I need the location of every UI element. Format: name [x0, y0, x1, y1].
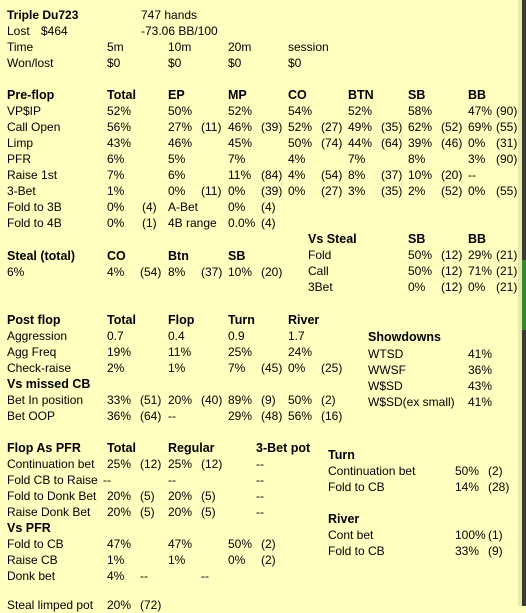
preflop-col-co: CO	[288, 88, 307, 102]
row-label-wsd: W$SD	[368, 379, 403, 393]
stat-cell: 52%	[228, 104, 253, 118]
stat-count: (5)	[201, 505, 216, 519]
stat-count: (55)	[496, 120, 518, 134]
stat-cell: --	[140, 569, 148, 583]
stat-cell: 0%	[288, 184, 306, 198]
stat-cell: 0.7	[107, 329, 124, 343]
stat-count: (55)	[496, 184, 518, 198]
stat-count: (12)	[441, 280, 463, 294]
vs-steal-title: Vs Steal	[308, 232, 357, 246]
stat-cell: 0.9	[228, 329, 245, 343]
stat-count: (2)	[261, 553, 276, 567]
preflop-col-btn: BTN	[348, 88, 374, 102]
won-5m: $0	[107, 56, 121, 70]
stat-cell: 47%	[468, 104, 493, 118]
stat-cell: 71%	[468, 264, 493, 278]
stat-count: (35)	[381, 120, 403, 134]
row-label-turn-continuation-bet: Continuation bet	[328, 464, 416, 478]
vs-steal-col-sb: SB	[408, 232, 426, 246]
row-label-call-open: Call Open	[7, 120, 61, 134]
stat-cell: 49%	[348, 120, 373, 134]
stat-count: (46)	[441, 136, 463, 150]
stat-count: (28)	[488, 480, 510, 494]
stat-cell: 100%	[455, 528, 486, 542]
hands-count: 747 hands	[141, 8, 198, 22]
stat-cell: 0.0%	[228, 216, 256, 230]
steal-col-btn: Btn	[168, 249, 189, 263]
vs-steal-label-call: Call	[308, 264, 329, 278]
stat-cell: 2%	[107, 361, 125, 375]
row-label-fold-cb-to-raise: Fold CB to Raise	[7, 473, 98, 487]
stat-count: (21)	[496, 264, 518, 278]
stat-cell: 52%	[107, 104, 132, 118]
flop-pfr-col-3bet-pot: 3-Bet pot	[256, 441, 311, 455]
stat-count: (4)	[261, 216, 276, 230]
stat-count: (2)	[488, 464, 503, 478]
stat-count: (84)	[261, 168, 283, 182]
stat-count: (64)	[140, 409, 162, 423]
stat-cell: 0%	[468, 280, 486, 294]
stat-cell: 0%	[408, 280, 426, 294]
stat-cell: 20%	[168, 505, 193, 519]
preflop-col-ep: EP	[168, 88, 185, 102]
stat-count: (45)	[261, 361, 283, 375]
stat-cell: 20%	[107, 489, 132, 503]
row-label-river-fold-to-cb: Fold to CB	[328, 544, 385, 558]
stat-count: (2)	[321, 393, 336, 407]
stat-count: (54)	[140, 265, 162, 279]
stat-cell: 20%	[168, 489, 193, 503]
stat-cell: 0%	[107, 216, 125, 230]
stat-count: (11)	[201, 120, 222, 134]
won-20m: $0	[228, 56, 242, 70]
stat-cell: 1%	[168, 361, 186, 375]
stat-cell: 0%	[228, 200, 246, 214]
stat-count: (4)	[142, 200, 157, 214]
stat-count: (20)	[261, 265, 283, 279]
row-label-river-cont-bet: Cont bet	[328, 528, 374, 542]
row-label-pfr: PFR	[7, 152, 31, 166]
preflop-col-bb: BB	[468, 88, 487, 102]
showdowns-title: Showdowns	[368, 330, 441, 344]
stat-cell: 47%	[107, 537, 132, 551]
stat-cell: 50%	[288, 136, 313, 150]
time-label: Time	[7, 40, 34, 54]
stat-count: (5)	[201, 489, 216, 503]
stat-cell: 7%	[228, 361, 246, 375]
stat-count: (21)	[496, 248, 518, 262]
stat-cell: 62%	[408, 120, 433, 134]
stat-cell: 7%	[348, 152, 366, 166]
vs-steal-label-3bet: 3Bet	[308, 280, 333, 294]
stat-cell: 0%	[228, 553, 246, 567]
stat-cell: 43%	[468, 379, 493, 393]
stat-cell: 1%	[107, 184, 125, 198]
row-label-vpip: VP$IP	[7, 104, 42, 118]
period-20m: 20m	[228, 40, 252, 54]
stat-cell: --	[256, 473, 264, 487]
row-label-limp: Limp	[7, 136, 34, 150]
stat-cell: 33%	[107, 393, 132, 407]
stat-cell: 0%	[288, 361, 306, 375]
row-label-steal-limped-pot: Steal limped pot	[7, 598, 94, 612]
stat-count: (37)	[201, 265, 223, 279]
period-session: session	[288, 40, 329, 54]
stat-cell: 52%	[348, 104, 373, 118]
row-label-wwsf: WWSF	[368, 363, 406, 377]
stat-cell: 10%	[408, 168, 433, 182]
stat-cell: 3%	[348, 184, 366, 198]
stat-count: (12)	[201, 457, 223, 471]
preflop-col-mp: MP	[228, 88, 247, 102]
stat-count: (21)	[496, 280, 518, 294]
row-label-raise-cb: Raise CB	[7, 553, 58, 567]
row-label-raise-donk-bet: Raise Donk Bet	[7, 505, 91, 519]
steal-col-sb: SB	[228, 249, 246, 263]
stat-cell: 0%	[168, 184, 186, 198]
stat-cell: 50%	[455, 464, 480, 478]
stat-count: (31)	[496, 136, 518, 150]
stat-cell: 45%	[228, 136, 253, 150]
stat-cell: 46%	[168, 136, 193, 150]
vs-steal-col-bb: BB	[468, 232, 487, 246]
stat-cell: 27%	[168, 120, 193, 134]
won-10m: $0	[168, 56, 182, 70]
stat-cell: 36%	[107, 409, 132, 423]
stat-cell: 8%	[348, 168, 366, 182]
stat-cell: 6%	[168, 168, 186, 182]
postflop-col-river: River	[288, 313, 320, 327]
stat-count: (37)	[381, 168, 403, 182]
stat-cell: --	[168, 473, 176, 487]
preflop-col-sb: SB	[408, 88, 426, 102]
stat-cell: 36%	[468, 363, 493, 377]
vs-pfr-title: Vs PFR	[7, 521, 51, 535]
background-window-strip	[522, 260, 526, 330]
stat-cell: 56%	[288, 409, 313, 423]
stat-cell: 24%	[288, 345, 313, 359]
row-label-aggression: Aggression	[7, 329, 68, 343]
stat-cell: 0%	[107, 200, 125, 214]
stat-cell: 4%	[288, 168, 306, 182]
stat-count: (35)	[381, 184, 403, 198]
flop-pfr-col-regular: Regular	[168, 441, 215, 455]
stat-cell: 4%	[288, 152, 306, 166]
stat-cell: 0%	[228, 184, 246, 198]
stat-cell: 33%	[455, 544, 480, 558]
stat-cell: 1%	[107, 553, 125, 567]
stat-cell: --	[256, 457, 264, 471]
row-label-donk-bet: Donk bet	[7, 569, 56, 583]
stat-cell: 7%	[228, 152, 246, 166]
stat-count: (1)	[488, 528, 503, 542]
stat-count: (9)	[261, 393, 276, 407]
postflop-col-total: Total	[107, 313, 136, 327]
lost-value: $464	[41, 24, 68, 38]
stat-cell: 44%	[348, 136, 373, 150]
stat-cell: 20%	[107, 598, 132, 612]
period-10m: 10m	[168, 40, 192, 54]
row-label-4bet: A-Bet	[168, 200, 199, 214]
row-label-3bet: 3-Bet	[7, 184, 36, 198]
row-label-fold-to-4b: Fold to 4B	[7, 216, 62, 230]
stat-cell: 11%	[168, 345, 192, 359]
stat-cell: 8%	[408, 152, 426, 166]
stat-cell: 8%	[168, 265, 186, 279]
stat-cell: 19%	[107, 345, 132, 359]
stat-cell: 25%	[107, 457, 132, 471]
stat-cell: 20%	[107, 505, 132, 519]
stat-cell: 2%	[408, 184, 426, 198]
stat-count: (20)	[441, 168, 463, 182]
flop-as-pfr-title: Flop As PFR	[7, 441, 81, 455]
stat-count: (12)	[441, 248, 463, 262]
river-title: River	[328, 512, 360, 526]
stat-count: (74)	[321, 136, 343, 150]
stat-count: (1)	[142, 216, 157, 230]
stat-cell: --	[103, 473, 111, 487]
stat-cell: 43%	[107, 136, 132, 150]
stat-count: (51)	[140, 393, 162, 407]
stat-cell: 6%	[107, 152, 125, 166]
stat-cell: 0.4	[168, 329, 185, 343]
stat-cell: --	[468, 168, 476, 182]
postflop-title: Post flop	[7, 313, 61, 327]
stat-count: (54)	[321, 168, 343, 182]
stat-cell: --	[201, 569, 209, 583]
row-label-continuation-bet: Continuation bet	[7, 457, 95, 471]
stat-cell: 58%	[408, 104, 433, 118]
stat-cell: 3%	[468, 152, 486, 166]
stat-count: (72)	[140, 598, 162, 612]
row-label-fold-to-3b: Fold to 3B	[7, 200, 62, 214]
stat-cell: 25%	[168, 457, 193, 471]
vs-missed-cb-title: Vs missed CB	[7, 377, 91, 391]
stat-count: (2)	[261, 537, 276, 551]
preflop-title: Pre-flop	[7, 88, 55, 102]
turn-title: Turn	[328, 448, 355, 462]
stat-cell: 52%	[288, 120, 313, 134]
stat-cell: 50%	[408, 248, 433, 262]
stat-cell: 50%	[408, 264, 433, 278]
stat-cell: 0%	[468, 136, 486, 150]
steal-col-co: CO	[107, 249, 126, 263]
stat-cell: 50%	[228, 537, 253, 551]
stat-count: (52)	[441, 120, 463, 134]
stat-cell: 69%	[468, 120, 493, 134]
stat-count: (12)	[140, 457, 162, 471]
wonlost-label: Won/lost	[7, 56, 54, 70]
lost-label: Lost	[7, 24, 30, 38]
stat-count: (16)	[321, 409, 343, 423]
stat-cell: 41%	[468, 395, 493, 409]
stat-cell: --	[168, 409, 176, 423]
row-label-wtsd: WTSD	[368, 347, 404, 361]
stat-cell: 0%	[468, 184, 486, 198]
stat-count: (64)	[381, 136, 403, 150]
stat-count: (27)	[321, 184, 343, 198]
row-label-raise-first: Raise 1st	[7, 168, 58, 182]
stat-cell: 4%	[107, 265, 125, 279]
stat-count: (39)	[261, 120, 283, 134]
stat-count: (25)	[321, 361, 343, 375]
row-label-4b-range: 4B range	[168, 216, 217, 230]
row-label-fold-to-cb: Fold to CB	[7, 537, 64, 551]
stat-cell: 1.7	[288, 329, 305, 343]
stat-count: (5)	[140, 505, 155, 519]
row-label-bet-in-position: Bet In position	[7, 393, 84, 407]
stat-count: (48)	[261, 409, 283, 423]
row-label-bet-oop: Bet OOP	[7, 409, 56, 423]
row-label-check-raise: Check-raise	[7, 361, 72, 375]
row-label-fold-to-donk-bet: Fold to Donk Bet	[7, 489, 97, 503]
postflop-col-turn: Turn	[228, 313, 255, 327]
stat-cell: 5%	[168, 152, 186, 166]
steal-total-value: 6%	[7, 265, 25, 279]
bb100-value: -73.06 BB/100	[141, 24, 218, 38]
stat-cell: --	[256, 505, 264, 519]
stat-cell: 25%	[228, 345, 253, 359]
preflop-col-total: Total	[107, 88, 136, 102]
won-session: $0	[288, 56, 302, 70]
row-label-turn-fold-to-cb: Fold to CB	[328, 480, 385, 494]
stat-count: (27)	[321, 120, 343, 134]
stat-count: (11)	[201, 184, 222, 198]
stat-cell: 4%	[107, 569, 125, 583]
stat-cell: 1%	[168, 553, 186, 567]
stat-cell: 29%	[228, 409, 253, 423]
postflop-col-flop: Flop	[168, 313, 195, 327]
stat-cell: 41%	[468, 347, 493, 361]
stat-count: (90)	[496, 104, 518, 118]
stat-count: (5)	[140, 489, 155, 503]
stat-count: (40)	[201, 393, 223, 407]
stat-cell: 14%	[455, 480, 480, 494]
player-name: Triple Du723	[7, 8, 79, 22]
stat-cell: 50%	[168, 104, 193, 118]
stat-count: (12)	[441, 264, 463, 278]
stat-count: (90)	[496, 152, 518, 166]
stat-cell: 10%	[228, 265, 253, 279]
stat-cell: 47%	[168, 537, 193, 551]
stat-cell: 11%	[228, 168, 252, 182]
period-5m: 5m	[107, 40, 124, 54]
stat-cell: 56%	[107, 120, 132, 134]
stat-count: (39)	[261, 184, 283, 198]
stat-cell: 54%	[288, 104, 313, 118]
stat-cell: 7%	[107, 168, 125, 182]
stat-cell: 50%	[288, 393, 313, 407]
stat-count: (9)	[488, 544, 503, 558]
stat-cell: 29%	[468, 248, 493, 262]
flop-pfr-col-total: Total	[107, 441, 136, 455]
stat-count: (4)	[261, 200, 276, 214]
stat-cell: 20%	[168, 393, 193, 407]
steal-title: Steal (total)	[7, 249, 76, 263]
stat-cell: --	[256, 489, 264, 503]
stat-cell: 46%	[228, 120, 253, 134]
stat-cell: 89%	[228, 393, 253, 407]
stat-cell: 39%	[408, 136, 433, 150]
row-label-wsd-ex-small: W$SD(ex small)	[368, 395, 455, 409]
stat-count: (52)	[441, 184, 463, 198]
vs-steal-label-fold: Fold	[308, 248, 332, 262]
row-label-agg-freq: Agg Freq	[7, 345, 57, 359]
